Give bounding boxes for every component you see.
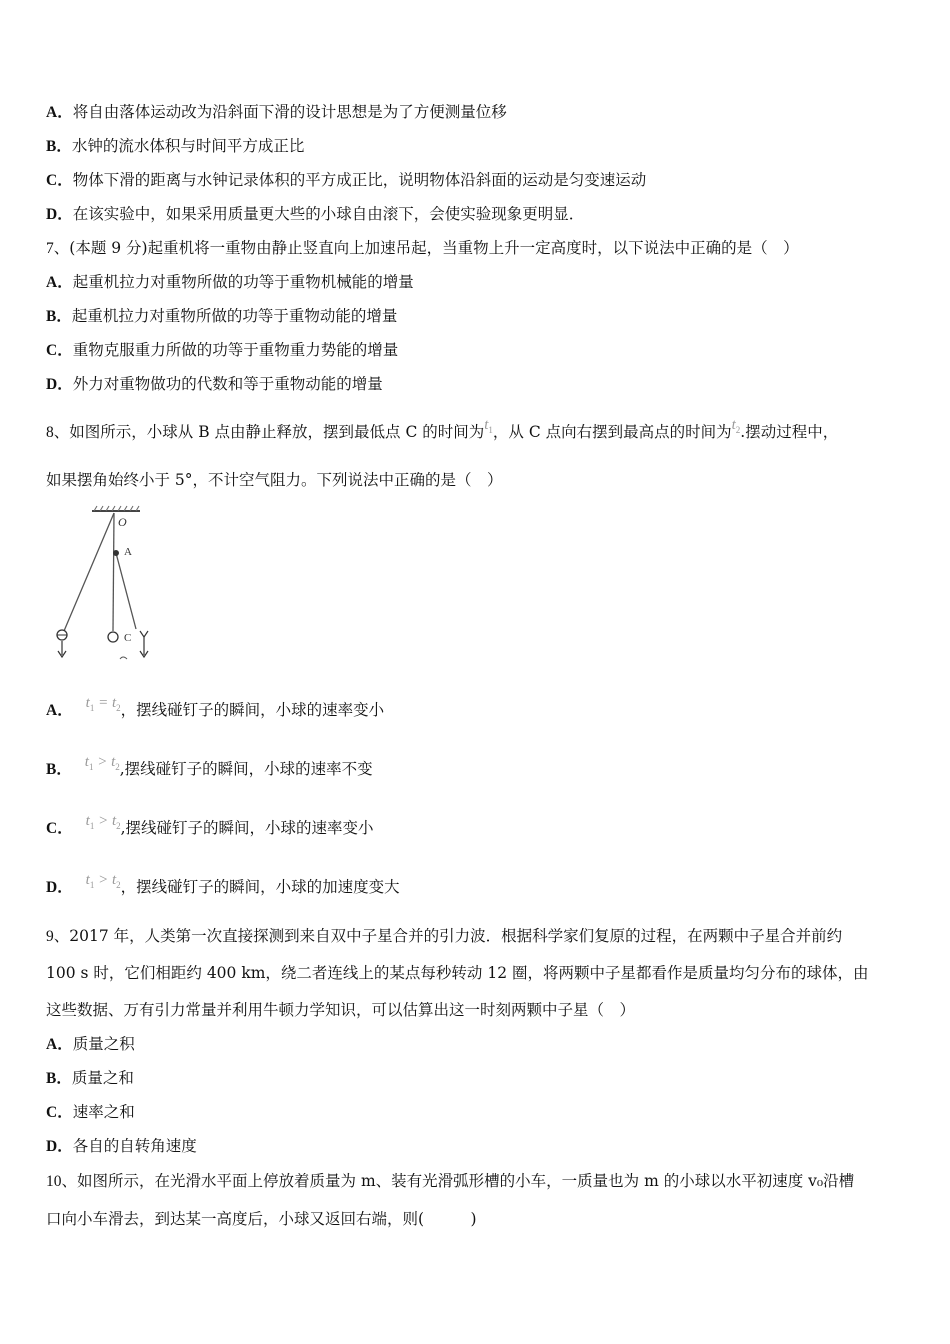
option-text: 水钟的流水体积与时间平方成正比 [71,137,305,155]
question-stem-line3: 这些数据、万有引力常量并利用牛顿力学知识，可以估算出这一时刻两颗中子星（ ） [46,1001,636,1019]
question-number: 7、 [46,240,70,257]
question-stem: (本题 9 分)起重机将一重物由静止竖直向上加速吊起，当重物上升一定高度时，以下说法中正确的是（ ） [69,239,799,257]
q9-stem-line2 [46,963,869,983]
relation-symbol: > [98,872,109,888]
q6-option-b [46,136,304,157]
t-relation-formula: $t_1 > t_2$ [85,813,121,831]
q9-option-d [46,1136,197,1157]
q8-stem-line1 [46,417,839,448]
option-text: ，摆线碰钉子的瞬间，小球的速率变小 [120,701,385,719]
option-text: 在该实验中，如果采用质量更大些的小球自由滚下，会使实验现象更明显． [72,205,585,223]
relation-symbol: = [98,695,109,711]
t1-symbol: $t_1$ [484,417,493,435]
option-text: 起重机拉力对重物所做的功等于重物机械能的增量 [72,273,414,291]
string-to-b [64,513,114,631]
q8-option-a [46,695,385,726]
question-number: 8、 [46,424,70,441]
question-stem-part2: ，从 C 点向右摆到最高点的时间为 [492,423,732,441]
option-label: C． [46,1104,73,1121]
q10-stem-line1 [46,1171,854,1192]
option-label: D． [46,206,73,223]
option-text: 速率之和 [72,1103,135,1121]
q8-option-d [46,872,400,903]
option-label: D． [46,1138,73,1155]
option-label: D． [46,879,73,896]
string-from-nail [116,553,136,629]
q6-option-a [46,102,507,123]
question-stem-line2: 100 s 时，它们相距约 400 km，绕二者连线上的某点每秒转动 12 圈，将两颗中子星都看作是质量均匀分布的球体，由 [46,964,869,982]
relation-symbol: > [98,813,109,829]
q9-option-c [46,1102,135,1123]
option-text: ,摆线碰钉子的瞬间，小球的速率不变 [119,760,373,778]
t2-symbol: $t_2$ [731,417,741,435]
q9-option-b [46,1068,134,1089]
question-stem-line2: 如果摆角始终小于 5°，不计空气阻力。下列说法中正确的是（ ） [46,471,503,489]
option-label: D． [46,376,73,393]
option-text: 质量之积 [72,1035,135,1053]
option-text: 物体下滑的距离与水钟记录体积的平方成正比，说明物体沿斜面的运动是匀变速运动 [72,171,647,189]
question-stem-part3: .摆动过程中， [740,423,839,441]
option-text: 外力对重物做功的代数和等于重物动能的增量 [72,375,383,393]
q8-option-b [46,754,373,785]
question-number: 10、 [46,1173,78,1190]
option-label: C． [46,342,73,359]
t-relation-formula: $t_1 > t_2$ [84,754,120,772]
question-stem-part1: 如图所示，小球从 B 点由静止释放，摆到最低点 C 的时间为 [69,423,485,441]
option-label: A． [46,104,73,121]
label-c: C [124,632,132,644]
label-o: O [118,515,127,529]
string-to-c [113,513,114,631]
q7-option-d [46,374,383,395]
option-label: A． [46,274,73,291]
q6-option-d [46,204,584,225]
ball-c [108,632,118,642]
q7-option-c [46,340,398,361]
label-a: A [124,546,132,558]
option-label: B． [46,308,72,325]
option-label: A． [46,702,73,719]
q7-option-b [46,306,397,327]
question-stem-line1: 2017 年，人类第一次直接探测到来自双中子星合并的引力波．根据科学家们复原的过程，在两颗中子星合并前约 [69,927,843,945]
question-stem-line1: 如图所示，在光滑水平面上停放着质量为 m、装有光滑弧形槽的小车，一质量也为 m 的小球以水平初速度 v₀沿槽 [77,1172,855,1190]
q8-stem-line2 [46,470,503,490]
option-text: 重物克服重力所做的功等于重物重力势能的增量 [72,341,399,359]
relation-symbol: > [97,754,108,770]
option-text: 各自的自转角速度 [72,1137,197,1155]
q8-option-c [46,813,374,844]
arrow-c [140,631,148,637]
nail-a [113,550,119,556]
option-label: A． [46,1036,73,1053]
q9-option-a [46,1034,135,1055]
q9-stem-line3 [46,1000,635,1020]
t-relation-formula: $t_1 > t_2$ [85,872,121,890]
pendulum-figure [50,505,160,665]
q7-option-a [46,272,414,293]
q9-stem-line1 [46,926,842,947]
option-label: B． [46,1070,72,1087]
question-stem-line2: 口向小车滑去，到达某一高度后，小球又返回右端，则( ) [46,1210,477,1228]
t-relation-formula: $t_1 = t_2$ [85,695,121,713]
question-number: 9、 [46,928,70,945]
option-text: ,摆线碰钉子的瞬间，小球的速率变小 [120,819,374,837]
q6-option-c [46,170,646,191]
option-text: 将自由落体运动改为沿斜面下滑的设计思想是为了方便测量位移 [72,103,507,121]
option-label: B． [46,761,72,778]
q7-stem [46,238,799,259]
option-text: ，摆线碰钉子的瞬间，小球的加速度变大 [120,878,400,896]
option-text: 质量之和 [71,1069,134,1087]
option-label: C． [46,172,73,189]
q10-stem-line2 [46,1209,477,1229]
option-text: 起重机拉力对重物所做的功等于重物动能的增量 [71,307,398,325]
option-label: B． [46,138,72,155]
option-label: C． [46,820,73,837]
